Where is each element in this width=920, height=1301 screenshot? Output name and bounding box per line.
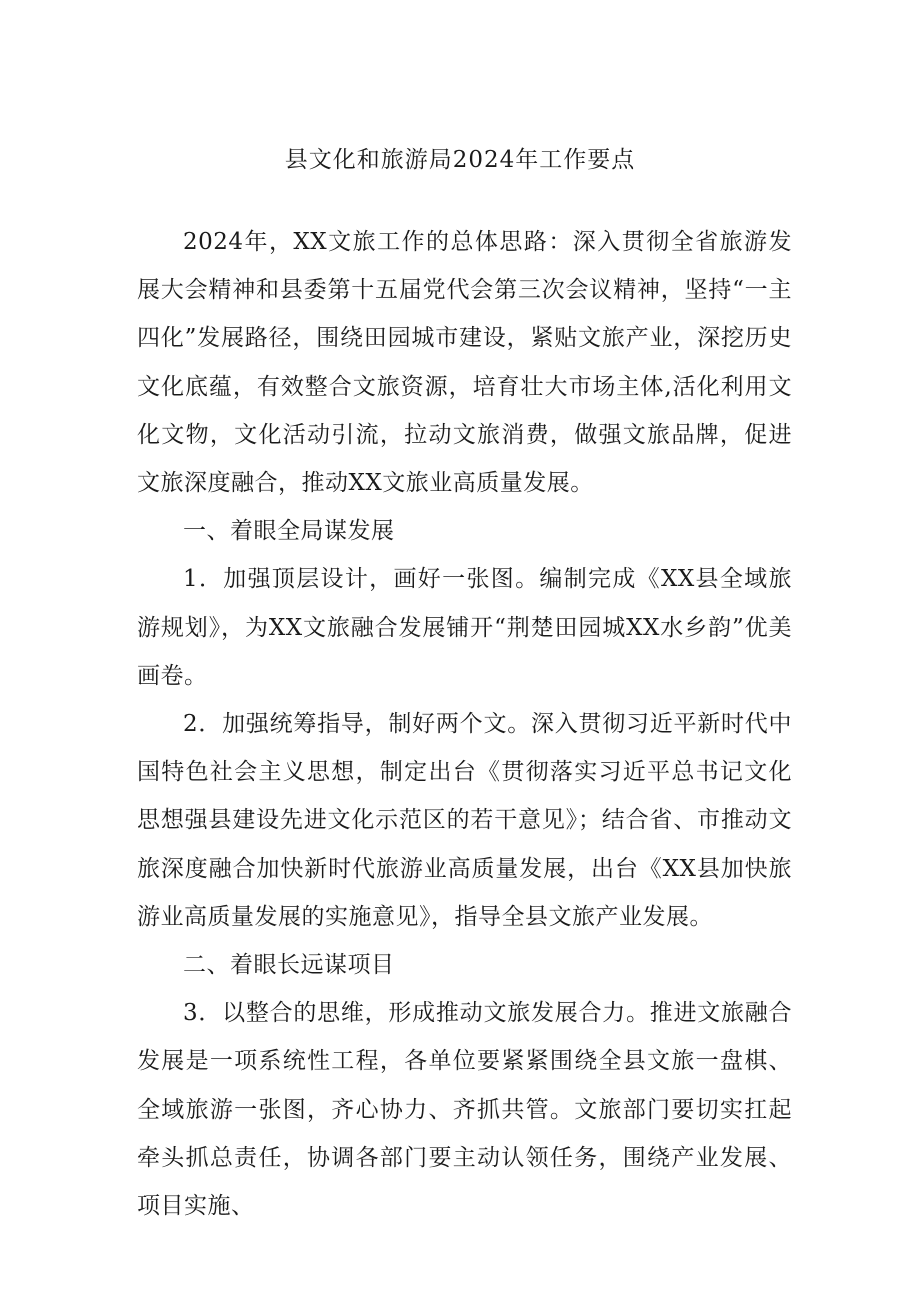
paragraph-overview: 2024年，XX文旅工作的总体思路：深入贯彻全省旅游发展大会精神和县委第十五届党代会第三次会议精神，坚持“一主四化”发展路径，围绕田园城市建设，紧贴文旅产业，深挖历史文化底蕴，有效整合文旅资源，培育壮大市场主体,活化利用文化文物，文化活动引流，拉动文旅消费，做强文旅品牌，促进文旅深度融合，推动XX文旅业高质量发展。 <box>137 229 792 497</box>
paragraph-item-2: 2．加强统筹指导，制好两个文。深入贯彻习近平新时代中国特色社会主义思想，制定出台《贯彻落实习近平总书记文化思想强县建设先进文化示范区的若干意见》；结合省、市推动文旅深度融合加快新时代旅游业高质量发展，出台《XX县加快旅游业高质量发展的实施意见》，指导全县文旅产业发展。 <box>137 711 792 930</box>
document-title: 县文化和旅游局2024年工作要点 <box>284 147 636 173</box>
section-heading-2: 二、着眼长远谋项目 <box>183 952 395 979</box>
document-body <box>137 218 792 1230</box>
section-heading-1: 一、着眼全局谋发展 <box>183 518 395 545</box>
paragraph-item-1: 1．加强顶层设计，画好一张图。编制完成《XX县全域旅游规划》，为XX文旅融合发展铺开“荆楚田园城XX水乡韵”优美画卷。 <box>137 566 792 689</box>
paragraph-item-3: 3．以整合的思维，形成推动文旅发展合力。推进文旅融合发展是一项系统性工程，各单位要紧紧围绕全县文旅一盘棋、全域旅游一张图，齐心协力、齐抓共管。文旅部门要切实扛起牵头抓总责任，协调各部门要主动认领任务，围绕产业发展、项目实施、 <box>137 1000 792 1220</box>
